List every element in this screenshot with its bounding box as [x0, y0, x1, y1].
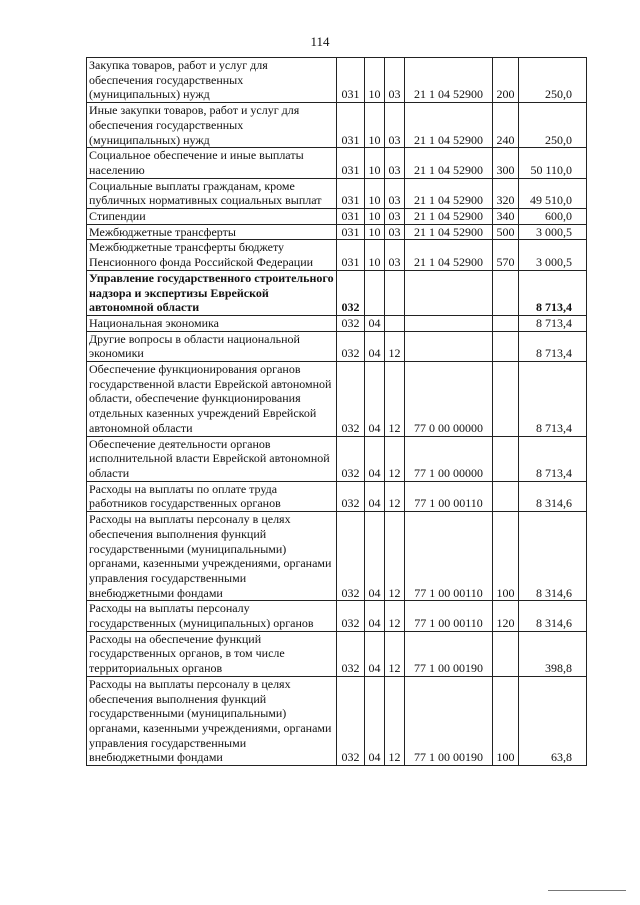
subsection-code-cell: 12	[385, 331, 405, 361]
subsection-code-cell: 03	[385, 178, 405, 208]
ministry-code-cell: 032	[337, 270, 365, 315]
subsection-code-cell: 12	[385, 362, 405, 437]
ministry-code-cell: 032	[337, 331, 365, 361]
expense-type-code-cell	[493, 631, 519, 676]
table-row	[87, 331, 587, 361]
table-row	[87, 58, 587, 103]
section-code-cell: 10	[365, 103, 385, 148]
section-code-cell: 10	[365, 178, 385, 208]
expense-type-code-cell	[493, 362, 519, 437]
program-code-cell: 77 1 00 00190	[405, 676, 493, 765]
row-name-cell: Национальная экономика	[87, 315, 337, 331]
row-name-cell: Расходы на обеспечение функций государственных органов, в том числе территориальных органов	[87, 631, 337, 676]
subsection-code-cell	[385, 270, 405, 315]
sum-cell: 8 713,4	[519, 362, 587, 437]
table-row	[87, 178, 587, 208]
ministry-code-cell: 032	[337, 601, 365, 631]
ministry-code-cell: 031	[337, 148, 365, 178]
expense-type-code-cell: 240	[493, 103, 519, 148]
section-code-cell: 04	[365, 631, 385, 676]
sum-cell: 398,8	[519, 631, 587, 676]
table-row	[87, 512, 587, 601]
program-code-cell: 21 1 04 52900	[405, 103, 493, 148]
subsection-code-cell: 03	[385, 103, 405, 148]
row-name-cell: Социальные выплаты гражданам, кроме публичных нормативных социальных выплат	[87, 178, 337, 208]
sum-cell: 8 713,4	[519, 331, 587, 361]
row-name-cell: Другие вопросы в области национальной экономики	[87, 331, 337, 361]
ministry-code-cell: 031	[337, 103, 365, 148]
expense-type-code-cell: 300	[493, 148, 519, 178]
ministry-code-cell: 031	[337, 224, 365, 240]
table-row	[87, 209, 587, 225]
section-code-cell: 04	[365, 436, 385, 481]
table-row	[87, 103, 587, 148]
program-code-cell: 21 1 04 52900	[405, 58, 493, 103]
ministry-code-cell: 032	[337, 315, 365, 331]
table-row	[87, 362, 587, 437]
ministry-code-cell: 031	[337, 209, 365, 225]
sum-cell: 3 000,5	[519, 224, 587, 240]
sum-cell: 8 314,6	[519, 512, 587, 601]
row-name-cell: Межбюджетные трансферты	[87, 224, 337, 240]
subsection-code-cell: 03	[385, 148, 405, 178]
ministry-code-cell: 032	[337, 512, 365, 601]
subsection-code-cell	[385, 315, 405, 331]
expense-type-code-cell	[493, 331, 519, 361]
program-code-cell: 21 1 04 52900	[405, 148, 493, 178]
subsection-code-cell: 12	[385, 481, 405, 511]
section-code-cell: 04	[365, 315, 385, 331]
program-code-cell	[405, 331, 493, 361]
program-code-cell: 21 1 04 52900	[405, 209, 493, 225]
subsection-code-cell: 12	[385, 676, 405, 765]
ministry-code-cell: 032	[337, 481, 365, 511]
sum-cell: 250,0	[519, 103, 587, 148]
program-code-cell: 77 1 00 00110	[405, 481, 493, 511]
sum-cell: 8 713,4	[519, 315, 587, 331]
expense-type-code-cell: 320	[493, 178, 519, 208]
expense-type-code-cell: 500	[493, 224, 519, 240]
program-code-cell: 21 1 04 52900	[405, 240, 493, 270]
section-code-cell: 10	[365, 58, 385, 103]
ministry-code-cell: 031	[337, 178, 365, 208]
expense-type-code-cell: 100	[493, 512, 519, 601]
sum-cell: 250,0	[519, 58, 587, 103]
sum-cell: 63,8	[519, 676, 587, 765]
section-code-cell	[365, 270, 385, 315]
row-name-cell: Стипендии	[87, 209, 337, 225]
row-name-cell: Расходы на выплаты по оплате труда работников государственных органов	[87, 481, 337, 511]
program-code-cell: 77 0 00 00000	[405, 362, 493, 437]
expense-type-code-cell	[493, 270, 519, 315]
program-code-cell: 77 1 00 00190	[405, 631, 493, 676]
subsection-code-cell: 03	[385, 58, 405, 103]
expense-type-code-cell: 120	[493, 601, 519, 631]
table-row	[87, 436, 587, 481]
ministry-code-cell: 032	[337, 631, 365, 676]
budget-table	[86, 57, 587, 766]
program-code-cell: 21 1 04 52900	[405, 178, 493, 208]
program-code-cell: 77 1 00 00110	[405, 512, 493, 601]
section-code-cell: 10	[365, 148, 385, 178]
table-row	[87, 240, 587, 270]
table-row	[87, 631, 587, 676]
footer-rule	[548, 890, 626, 891]
expense-type-code-cell	[493, 481, 519, 511]
expense-type-code-cell: 340	[493, 209, 519, 225]
row-name-cell: Обеспечение функционирования органов государственной власти Еврейской автономной области, обеспечение функционирования отдельных казенных учреждений Еврейской автономной области	[87, 362, 337, 437]
expense-type-code-cell	[493, 315, 519, 331]
sum-cell: 50 110,0	[519, 148, 587, 178]
table-row	[87, 315, 587, 331]
section-code-cell: 10	[365, 224, 385, 240]
table-row	[87, 676, 587, 765]
row-name-cell: Иные закупки товаров, работ и услуг для обеспечения государственных (муниципальных) нужд	[87, 103, 337, 148]
ministry-code-cell: 031	[337, 58, 365, 103]
program-code-cell	[405, 315, 493, 331]
sum-cell: 8 314,6	[519, 601, 587, 631]
table-row	[87, 601, 587, 631]
row-name-cell: Расходы на выплаты персоналу в целях обеспечения выполнения функций государственными (муниципальными) органами, казенными учреждениями, органами управления государственными внебюджетными фондами	[87, 512, 337, 601]
sum-cell: 8 314,6	[519, 481, 587, 511]
table-row	[87, 224, 587, 240]
section-code-cell: 04	[365, 512, 385, 601]
program-code-cell: 21 1 04 52900	[405, 224, 493, 240]
table-row	[87, 481, 587, 511]
section-code-cell: 10	[365, 240, 385, 270]
section-code-cell: 04	[365, 362, 385, 437]
program-code-cell	[405, 270, 493, 315]
program-code-cell: 77 1 00 00000	[405, 436, 493, 481]
subsection-code-cell: 12	[385, 512, 405, 601]
expense-type-code-cell: 570	[493, 240, 519, 270]
subsection-code-cell: 03	[385, 209, 405, 225]
row-name-cell: Закупка товаров, работ и услуг для обеспечения государственных (муниципальных) нужд	[87, 58, 337, 103]
section-code-cell: 04	[365, 331, 385, 361]
subsection-code-cell: 12	[385, 436, 405, 481]
sum-cell: 49 510,0	[519, 178, 587, 208]
section-code-cell: 04	[365, 481, 385, 511]
row-name-cell: Межбюджетные трансферты бюджету Пенсионного фонда Российской Федерации	[87, 240, 337, 270]
row-name-cell: Расходы на выплаты персоналу в целях обеспечения выполнения функций государственными (муниципальными) органами, казенными учреждениями, органами управления государственными внебюджетными фондами	[87, 676, 337, 765]
expense-type-code-cell	[493, 436, 519, 481]
ministry-code-cell: 032	[337, 362, 365, 437]
row-name-cell: Обеспечение деятельности органов исполнительной власти Еврейской автономной области	[87, 436, 337, 481]
table-body	[87, 58, 587, 766]
expense-type-code-cell: 100	[493, 676, 519, 765]
subsection-code-cell: 03	[385, 224, 405, 240]
page-number: 114	[310, 34, 330, 49]
sum-cell: 600,0	[519, 209, 587, 225]
table-row	[87, 148, 587, 178]
subsection-code-cell: 12	[385, 601, 405, 631]
sum-cell: 8 713,4	[519, 270, 587, 315]
expense-type-code-cell: 200	[493, 58, 519, 103]
sum-cell: 3 000,5	[519, 240, 587, 270]
ministry-code-cell: 031	[337, 240, 365, 270]
sum-cell: 8 713,4	[519, 436, 587, 481]
ministry-code-cell: 032	[337, 676, 365, 765]
section-code-cell: 04	[365, 601, 385, 631]
table-row	[87, 270, 587, 315]
section-code-cell: 10	[365, 209, 385, 225]
ministry-code-cell: 032	[337, 436, 365, 481]
subsection-code-cell: 03	[385, 240, 405, 270]
row-name-cell: Расходы на выплаты персоналу государственных (муниципальных) органов	[87, 601, 337, 631]
subsection-code-cell: 12	[385, 631, 405, 676]
program-code-cell: 77 1 00 00110	[405, 601, 493, 631]
row-name-cell: Управление государственного строительного надзора и экспертизы Еврейской автономной области	[87, 270, 337, 315]
row-name-cell: Социальное обеспечение и иные выплаты населению	[87, 148, 337, 178]
section-code-cell: 04	[365, 676, 385, 765]
